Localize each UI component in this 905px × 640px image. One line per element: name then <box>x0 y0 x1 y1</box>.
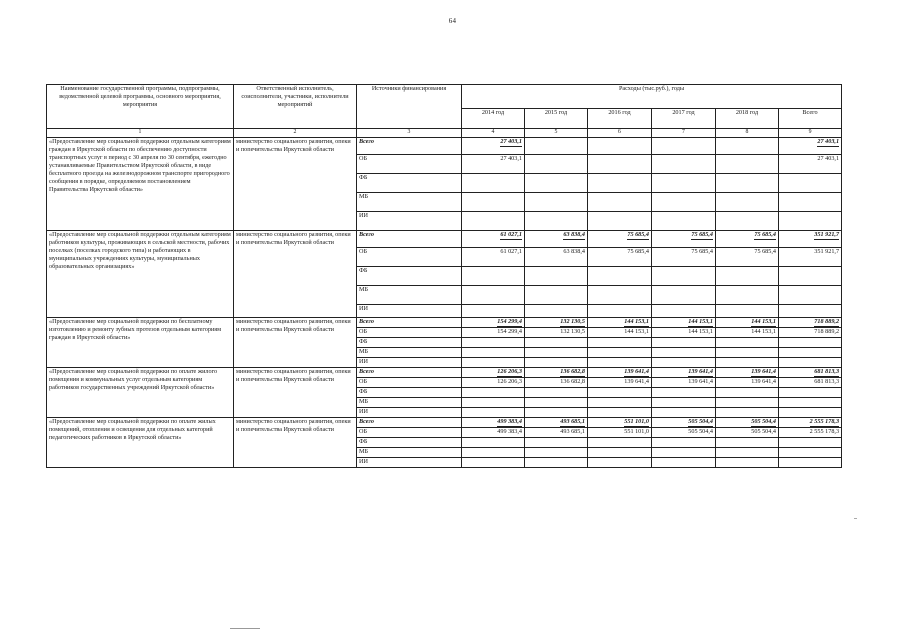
expense-value <box>588 305 652 318</box>
expense-value <box>716 155 779 174</box>
funding-source: Всего <box>357 231 462 248</box>
expense-value-text: 681 813,3 <box>814 368 840 375</box>
funding-source: ИИ <box>357 458 462 468</box>
expense-value <box>462 193 525 212</box>
expense-total <box>779 368 842 378</box>
expense-total <box>779 193 842 212</box>
funding-source: Всего <box>357 138 462 155</box>
expense-value: 493 685,1 <box>525 428 588 438</box>
expense-value <box>716 138 779 155</box>
header-year: 2015 год <box>525 109 588 129</box>
expense-value <box>716 438 779 448</box>
funding-source: ОБ <box>357 155 462 174</box>
expense-value: 75 685,4 <box>652 248 716 267</box>
expense-value <box>716 286 779 305</box>
expense-value <box>525 418 588 428</box>
expense-value <box>462 388 525 398</box>
column-number: 5 <box>525 129 588 138</box>
expense-value-text: 718 889,2 <box>814 318 840 325</box>
expense-value <box>462 438 525 448</box>
expense-value: 61 027,1 <box>462 248 525 267</box>
expense-value: 126 206,3 <box>462 378 525 388</box>
expense-total <box>779 305 842 318</box>
expense-total <box>779 448 842 458</box>
table-row <box>47 368 842 378</box>
table-body <box>47 138 842 468</box>
expense-value <box>462 368 525 378</box>
funding-source: ФБ <box>357 388 462 398</box>
scan-artifact <box>230 628 260 629</box>
expense-value-text: 61 027,1 <box>500 231 522 238</box>
expense-value <box>652 286 716 305</box>
expense-value <box>716 408 779 418</box>
expense-value-text: 505 504,4 <box>688 418 713 425</box>
expense-value <box>716 318 779 328</box>
expense-value <box>525 398 588 408</box>
expense-value <box>462 318 525 328</box>
expense-total <box>779 138 842 155</box>
funding-source: ФБ <box>357 267 462 286</box>
expense-total <box>779 458 842 468</box>
expense-total <box>779 388 842 398</box>
table-row <box>47 138 842 155</box>
expense-value <box>462 267 525 286</box>
expense-value <box>462 338 525 348</box>
expense-total <box>779 318 842 328</box>
expense-value <box>588 448 652 458</box>
expense-value <box>525 388 588 398</box>
expense-value-text: 75 685,4 <box>627 231 649 238</box>
expense-total: 351 921,7 <box>779 248 842 267</box>
expense-value <box>525 231 588 248</box>
expense-value <box>652 267 716 286</box>
header-year: 2018 год <box>716 109 779 129</box>
expense-value <box>652 398 716 408</box>
expense-value <box>462 212 525 231</box>
expense-value <box>652 155 716 174</box>
funding-source: ФБ <box>357 338 462 348</box>
expense-value <box>525 212 588 231</box>
expense-value-text: 551 101,0 <box>624 418 649 425</box>
expense-total <box>779 174 842 193</box>
funding-source: МБ <box>357 193 462 212</box>
expense-value <box>462 138 525 155</box>
column-number: 3 <box>357 129 462 138</box>
expense-value: 505 504,4 <box>652 428 716 438</box>
expense-value <box>716 458 779 468</box>
expense-value <box>588 286 652 305</box>
activity-executor: министерство социального развития, опеки и попечительства Иркутской области <box>234 318 357 368</box>
expense-value <box>525 338 588 348</box>
expense-value <box>462 231 525 248</box>
expense-total <box>779 408 842 418</box>
expense-value: 75 685,4 <box>588 248 652 267</box>
expense-value: 505 504,4 <box>716 428 779 438</box>
expense-value <box>525 138 588 155</box>
expense-value <box>716 368 779 378</box>
funding-source: ИИ <box>357 305 462 318</box>
expense-value-text: 75 685,4 <box>754 231 776 238</box>
funding-source: Всего <box>357 318 462 328</box>
expense-value-text: 505 504,4 <box>751 418 776 425</box>
expense-value <box>652 368 716 378</box>
expense-value: 139 641,4 <box>716 378 779 388</box>
expense-value <box>652 212 716 231</box>
expense-value-text: 144 153,1 <box>751 318 776 325</box>
expense-value <box>716 212 779 231</box>
expense-value <box>462 305 525 318</box>
header-year-total: Всего <box>779 109 842 129</box>
expense-value <box>588 358 652 368</box>
expense-value <box>652 138 716 155</box>
expense-value <box>652 318 716 328</box>
funding-source: ОБ <box>357 428 462 438</box>
expense-value <box>462 408 525 418</box>
column-number: 9 <box>779 129 842 138</box>
expense-value <box>716 418 779 428</box>
expense-value <box>716 231 779 248</box>
activity-executor: министерство социального развития, опеки и попечительства Иркутской области <box>234 138 357 231</box>
expense-value <box>652 348 716 358</box>
header-year: 2016 год <box>588 109 652 129</box>
expense-value <box>588 458 652 468</box>
funding-source: ИИ <box>357 358 462 368</box>
expense-value <box>588 174 652 193</box>
page-number: 64 <box>448 17 457 25</box>
expense-value: 63 838,4 <box>525 248 588 267</box>
expense-value <box>716 174 779 193</box>
expense-value-text: 144 153,1 <box>688 318 713 325</box>
expense-total <box>779 212 842 231</box>
expense-total <box>779 398 842 408</box>
expense-value-text: 499 383,4 <box>497 418 522 425</box>
expense-value <box>525 458 588 468</box>
header-year: 2014 год <box>462 109 525 129</box>
expense-total <box>779 438 842 448</box>
expense-value: 144 153,1 <box>588 328 652 338</box>
column-number: 8 <box>716 129 779 138</box>
expense-value-text: 136 682,8 <box>560 368 585 375</box>
expense-value <box>588 231 652 248</box>
expense-total: 718 889,2 <box>779 328 842 338</box>
expense-value-text: 139 641,4 <box>624 368 649 375</box>
expense-value <box>652 458 716 468</box>
expense-value <box>652 408 716 418</box>
activity-name: «Предоставление мер социальной поддержки по оплате жилого помещения и коммунальных услуг отдельным категориям работников государственных учреждений Иркутской области» <box>47 368 234 418</box>
expense-value <box>462 348 525 358</box>
expense-value <box>462 418 525 428</box>
expense-value <box>588 318 652 328</box>
column-number: 2 <box>234 129 357 138</box>
expense-value: 551 101,0 <box>588 428 652 438</box>
expense-value <box>525 408 588 418</box>
expense-value <box>588 418 652 428</box>
expense-value <box>525 174 588 193</box>
expense-value <box>588 388 652 398</box>
expense-value <box>652 193 716 212</box>
expense-value-text: 139 641,4 <box>751 368 776 375</box>
expense-value: 154 299,4 <box>462 328 525 338</box>
funding-source: ОБ <box>357 248 462 267</box>
expense-value <box>588 267 652 286</box>
funding-source: Всего <box>357 418 462 428</box>
expense-value-text: 132 130,5 <box>560 318 585 325</box>
expense-value <box>588 338 652 348</box>
column-number: 6 <box>588 129 652 138</box>
expense-value: 144 153,1 <box>652 328 716 338</box>
expense-value <box>588 212 652 231</box>
expense-value <box>716 267 779 286</box>
expense-value: 75 685,4 <box>716 248 779 267</box>
expense-value <box>716 358 779 368</box>
expense-total: 2 555 178,3 <box>779 428 842 438</box>
expense-value <box>716 398 779 408</box>
budget-table <box>46 84 842 468</box>
expense-value: 136 682,8 <box>525 378 588 388</box>
expense-value <box>716 193 779 212</box>
expense-total: 27 403,1 <box>779 155 842 174</box>
header-executor: Ответственный исполнитель, соисполнители, участники, исполнители мероприятий <box>234 85 357 129</box>
activity-name: «Предоставление мер социальной поддержки отдельным категориям работников культуры, проживающих в сельской местности, рабочих поселках (поселках городского типа) и работающих в муниципальных учреждениях культуры, муниципальных образовательных организациях» <box>47 231 234 318</box>
expense-value <box>716 338 779 348</box>
expense-value <box>525 358 588 368</box>
expense-value <box>588 348 652 358</box>
activity-executor: министерство социального развития, опеки и попечительства Иркутской области <box>234 418 357 468</box>
expense-value-text: 75 685,4 <box>691 231 713 238</box>
expense-value <box>652 438 716 448</box>
expense-value-text: 154 299,4 <box>497 318 522 325</box>
expense-value <box>462 286 525 305</box>
funding-source: МБ <box>357 348 462 358</box>
expense-value: 144 153,1 <box>716 328 779 338</box>
expense-value <box>588 193 652 212</box>
funding-source: МБ <box>357 398 462 408</box>
header-program: Наименование государственной программы, подпрограммы, ведомственной целевой программы, основного мероприятия, мероприятия <box>47 85 234 129</box>
expense-value-text: 126 206,3 <box>497 368 522 375</box>
funding-source: ОБ <box>357 378 462 388</box>
expense-value-text: 493 685,1 <box>560 418 585 425</box>
expense-value <box>588 368 652 378</box>
expense-value <box>462 458 525 468</box>
expense-value <box>462 358 525 368</box>
expense-value <box>716 388 779 398</box>
expense-value <box>525 193 588 212</box>
header-year: 2017 год <box>652 109 716 129</box>
funding-source: МБ <box>357 286 462 305</box>
table-row <box>47 318 842 328</box>
table-row <box>47 231 842 248</box>
expense-value <box>525 348 588 358</box>
expense-value-text: 2 555 178,3 <box>809 418 840 425</box>
expense-value-text: 144 153,1 <box>624 318 649 325</box>
expense-total: 681 813,3 <box>779 378 842 388</box>
expense-value <box>588 438 652 448</box>
expense-value <box>652 338 716 348</box>
column-number: 7 <box>652 129 716 138</box>
expense-value: 139 641,4 <box>652 378 716 388</box>
scan-artifact <box>854 518 857 519</box>
expense-value <box>525 305 588 318</box>
expense-value <box>652 388 716 398</box>
column-number: 4 <box>462 129 525 138</box>
funding-source: Всего <box>357 368 462 378</box>
expense-total <box>779 348 842 358</box>
expense-value: 27 403,1 <box>462 155 525 174</box>
expense-value-text: 27 403,1 <box>817 138 840 145</box>
expense-value <box>652 358 716 368</box>
expense-value <box>588 138 652 155</box>
expense-total <box>779 267 842 286</box>
expense-value <box>525 286 588 305</box>
expense-value <box>652 231 716 248</box>
expense-total <box>779 286 842 305</box>
expense-value <box>525 368 588 378</box>
expense-value: 132 130,5 <box>525 328 588 338</box>
expense-value <box>525 318 588 328</box>
expense-value <box>462 174 525 193</box>
expense-value: 499 383,4 <box>462 428 525 438</box>
expense-value <box>652 448 716 458</box>
expense-total <box>779 418 842 428</box>
expense-value-text: 63 838,4 <box>563 231 585 238</box>
expense-value <box>525 155 588 174</box>
expense-value-text: 27 403,1 <box>500 138 522 145</box>
expense-value <box>525 448 588 458</box>
header-expenses: Расходы (тыс.руб.), годы <box>462 85 842 109</box>
funding-source: ИИ <box>357 408 462 418</box>
expense-value <box>588 398 652 408</box>
funding-source: ОБ <box>357 328 462 338</box>
expense-value <box>462 448 525 458</box>
expense-value <box>716 448 779 458</box>
expense-value: 139 641,4 <box>588 378 652 388</box>
funding-source: ФБ <box>357 174 462 193</box>
expense-value <box>462 398 525 408</box>
column-number: 1 <box>47 129 234 138</box>
expense-value <box>652 305 716 318</box>
expense-total <box>779 358 842 368</box>
activity-name: «Предоставление мер социальной поддержки по бесплатному изготовлению и ремонту зубных протезов отдельным категориям граждан в Иркутской области» <box>47 318 234 368</box>
funding-source: ФБ <box>357 438 462 448</box>
expense-value-text: 139 641,4 <box>688 368 713 375</box>
expense-value <box>716 348 779 358</box>
expense-total <box>779 338 842 348</box>
activity-executor: министерство социального развития, опеки и попечительства Иркутской области <box>234 368 357 418</box>
expense-total <box>779 231 842 248</box>
activity-executor: министерство социального развития, опеки и попечительства Иркутской области <box>234 231 357 318</box>
header-sources: Источники финансирования <box>357 85 462 129</box>
expense-value <box>525 438 588 448</box>
table-row <box>47 418 842 428</box>
funding-source: МБ <box>357 448 462 458</box>
activity-name: «Предоставление мер социальной поддержки по оплате жилых помещений, отопления и освещения для отдельных категорий педагогических работников в Иркутской области» <box>47 418 234 468</box>
funding-source: ИИ <box>357 212 462 231</box>
expense-value <box>525 267 588 286</box>
expense-value <box>652 418 716 428</box>
expense-value <box>588 155 652 174</box>
expense-value-text: 351 921,7 <box>814 231 840 238</box>
expense-value <box>716 305 779 318</box>
expense-value <box>588 408 652 418</box>
activity-name: «Предоставление мер социальной поддержки отдельным категориям граждан в Иркутской области по обеспечению доступности транспортных услуг в период с 30 апреля по 30 сентября, ежегодно устанавливаемые Правительством Иркутской области, в виде бесплатного проезда на железнодорожном транспорте пригородного сообщения в порядке, определяемом постановлением Правительства Иркутской области» <box>47 138 234 231</box>
expense-value <box>652 174 716 193</box>
